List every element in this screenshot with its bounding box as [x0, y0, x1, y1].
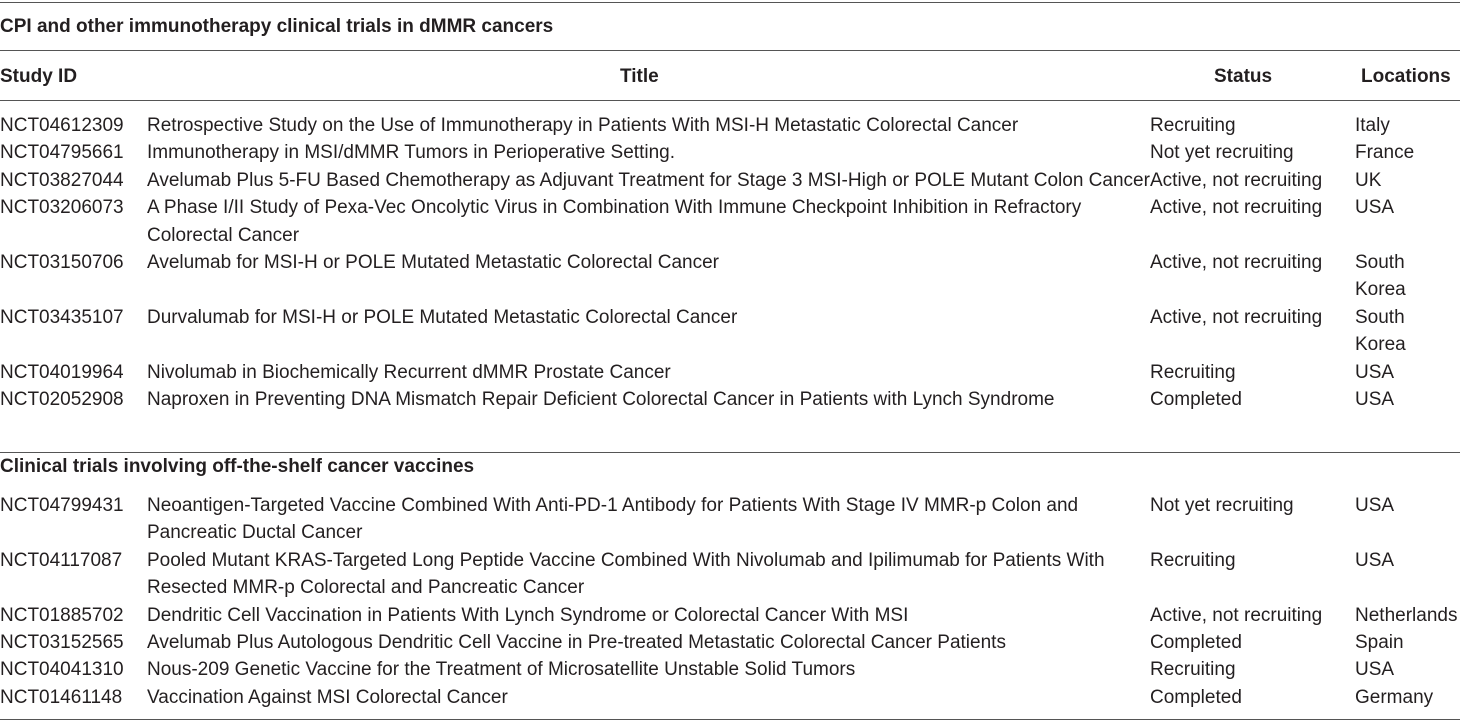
cell-location: Spain	[1355, 632, 1404, 654]
cpi-trials-table	[0, 112, 1460, 413]
cell-title: Durvalumab for MSI-H or POLE Mutated Metastatic Colorectal Cancer	[147, 306, 738, 328]
cell-title: Pooled Mutant KRAS-Targeted Long Peptide Vaccine Combined With Nivolumab and Ipilimumab for Patients With Resected MMR-p Colorectal and Pancreatic Cancer	[147, 549, 1105, 599]
cell-study-id: NCT01461148	[0, 686, 123, 708]
cell-study-id: NCT03206073	[0, 197, 124, 219]
section-title-cpi: CPI and other immunotherapy clinical trials in dMMR cancers	[0, 16, 554, 37]
table-row	[0, 167, 1460, 194]
cell-location: USA	[1355, 197, 1395, 219]
cell-location: USA	[1355, 361, 1395, 383]
cell-status: Active, not recruiting	[1150, 169, 1323, 191]
cell-location: USA	[1355, 389, 1395, 411]
cell-location: Netherlands	[1355, 604, 1458, 626]
header-title: Title	[620, 66, 659, 87]
cell-status: Active, not recruiting	[1150, 252, 1323, 274]
cell-status: Active, not recruiting	[1150, 604, 1323, 626]
table-row	[0, 547, 1460, 602]
header-rule	[0, 100, 1460, 101]
cell-status: Recruiting	[1150, 659, 1236, 681]
cell-title: Vaccination Against MSI Colorectal Cancer	[147, 686, 508, 708]
table-row	[0, 492, 1460, 547]
cell-status: Completed	[1150, 686, 1242, 708]
cell-study-id: NCT04612309	[0, 115, 124, 136]
table-row	[0, 249, 1460, 304]
cell-study-id: NCT03827044	[0, 169, 124, 191]
table-row	[0, 684, 1460, 711]
cell-location: South Korea	[1355, 306, 1406, 356]
section-rule	[0, 50, 1460, 51]
cell-location: USA	[1355, 659, 1395, 681]
cell-status: Not yet recruiting	[1150, 142, 1294, 164]
table-row	[0, 194, 1460, 249]
cell-status: Recruiting	[1150, 361, 1236, 383]
cell-status: Completed	[1150, 632, 1242, 654]
cell-title: Avelumab for MSI-H or POLE Mutated Metastatic Colorectal Cancer	[147, 252, 719, 274]
cell-status: Not yet recruiting	[1150, 495, 1294, 516]
cell-study-id: NCT04019964	[0, 361, 124, 383]
section-divider-rule	[0, 452, 1460, 453]
cell-study-id: NCT03152565	[0, 632, 124, 654]
cell-study-id: NCT04117087	[0, 549, 123, 571]
cell-location: Germany	[1355, 686, 1434, 708]
cell-study-id: NCT03435107	[0, 306, 124, 328]
cell-location: USA	[1355, 549, 1395, 571]
cell-title: Nous-209 Genetic Vaccine for the Treatment of Microsatellite Unstable Solid Tumors	[147, 659, 856, 681]
cell-study-id: NCT03150706	[0, 252, 124, 274]
header-study-id: Study ID	[0, 66, 78, 87]
cell-title: Avelumab Plus Autologous Dendritic Cell Vaccine in Pre-treated Metastatic Colorectal Cancer Patients	[147, 632, 1006, 654]
cell-study-id: NCT01885702	[0, 604, 124, 626]
cell-title: Nivolumab in Biochemically Recurrent dMMR Prostate Cancer	[147, 361, 671, 383]
section-title-vaccines: Clinical trials involving off-the-shelf cancer vaccines	[0, 456, 475, 477]
cell-location: South Korea	[1355, 252, 1406, 301]
cell-title: Avelumab Plus 5-FU Based Chemotherapy as Adjuvant Treatment for Stage 3 MSI-High or POLE Mutant Colon Cancer	[147, 169, 1150, 191]
cell-status: Completed	[1150, 389, 1242, 411]
bottom-rule	[0, 719, 1460, 720]
cell-study-id: NCT04799431	[0, 495, 124, 516]
cell-status: Recruiting	[1150, 549, 1236, 571]
cell-status: Recruiting	[1150, 115, 1236, 136]
cell-study-id: NCT04795661	[0, 142, 124, 164]
table-row	[0, 359, 1460, 386]
cell-title: Immunotherapy in MSI/dMMR Tumors in Perioperative Setting.	[147, 142, 675, 164]
cell-location: UK	[1355, 169, 1382, 191]
table-row	[0, 139, 1460, 166]
table-row	[0, 304, 1460, 359]
header-locations: Locations	[1361, 66, 1451, 87]
table-row	[0, 386, 1460, 413]
top-rule	[0, 2, 1460, 3]
cell-study-id: NCT02052908	[0, 389, 124, 411]
table-row	[0, 112, 1460, 139]
cell-title: Retrospective Study on the Use of Immunotherapy in Patients With MSI-H Metastatic Colorectal Cancer	[147, 115, 1019, 136]
cell-title: A Phase I/II Study of Pexa-Vec Oncolytic Virus in Combination With Immune Checkpoint Inhibition in Refractory Colorectal Cancer	[147, 197, 1082, 246]
cell-status: Active, not recruiting	[1150, 306, 1323, 328]
table-row	[0, 656, 1460, 683]
cell-status: Active, not recruiting	[1150, 197, 1323, 219]
table-row	[0, 629, 1460, 656]
vaccine-trials-table	[0, 492, 1460, 711]
cell-study-id: NCT04041310	[0, 659, 124, 681]
cell-location: USA	[1355, 495, 1395, 516]
cell-title: Naproxen in Preventing DNA Mismatch Repair Deficient Colorectal Cancer in Patients with Lynch Syndrome	[147, 389, 1055, 411]
header-status: Status	[1214, 66, 1273, 87]
cell-title: Dendritic Cell Vaccination in Patients With Lynch Syndrome or Colorectal Cancer With MSI	[147, 604, 909, 626]
cell-location: Italy	[1355, 115, 1390, 136]
table-row	[0, 602, 1460, 629]
cell-title: Neoantigen-Targeted Vaccine Combined With Anti-PD-1 Antibody for Patients With Stage IV MMR-p Colon and Pancreatic Ductal Cancer	[147, 495, 1079, 544]
cell-location: France	[1355, 142, 1415, 164]
